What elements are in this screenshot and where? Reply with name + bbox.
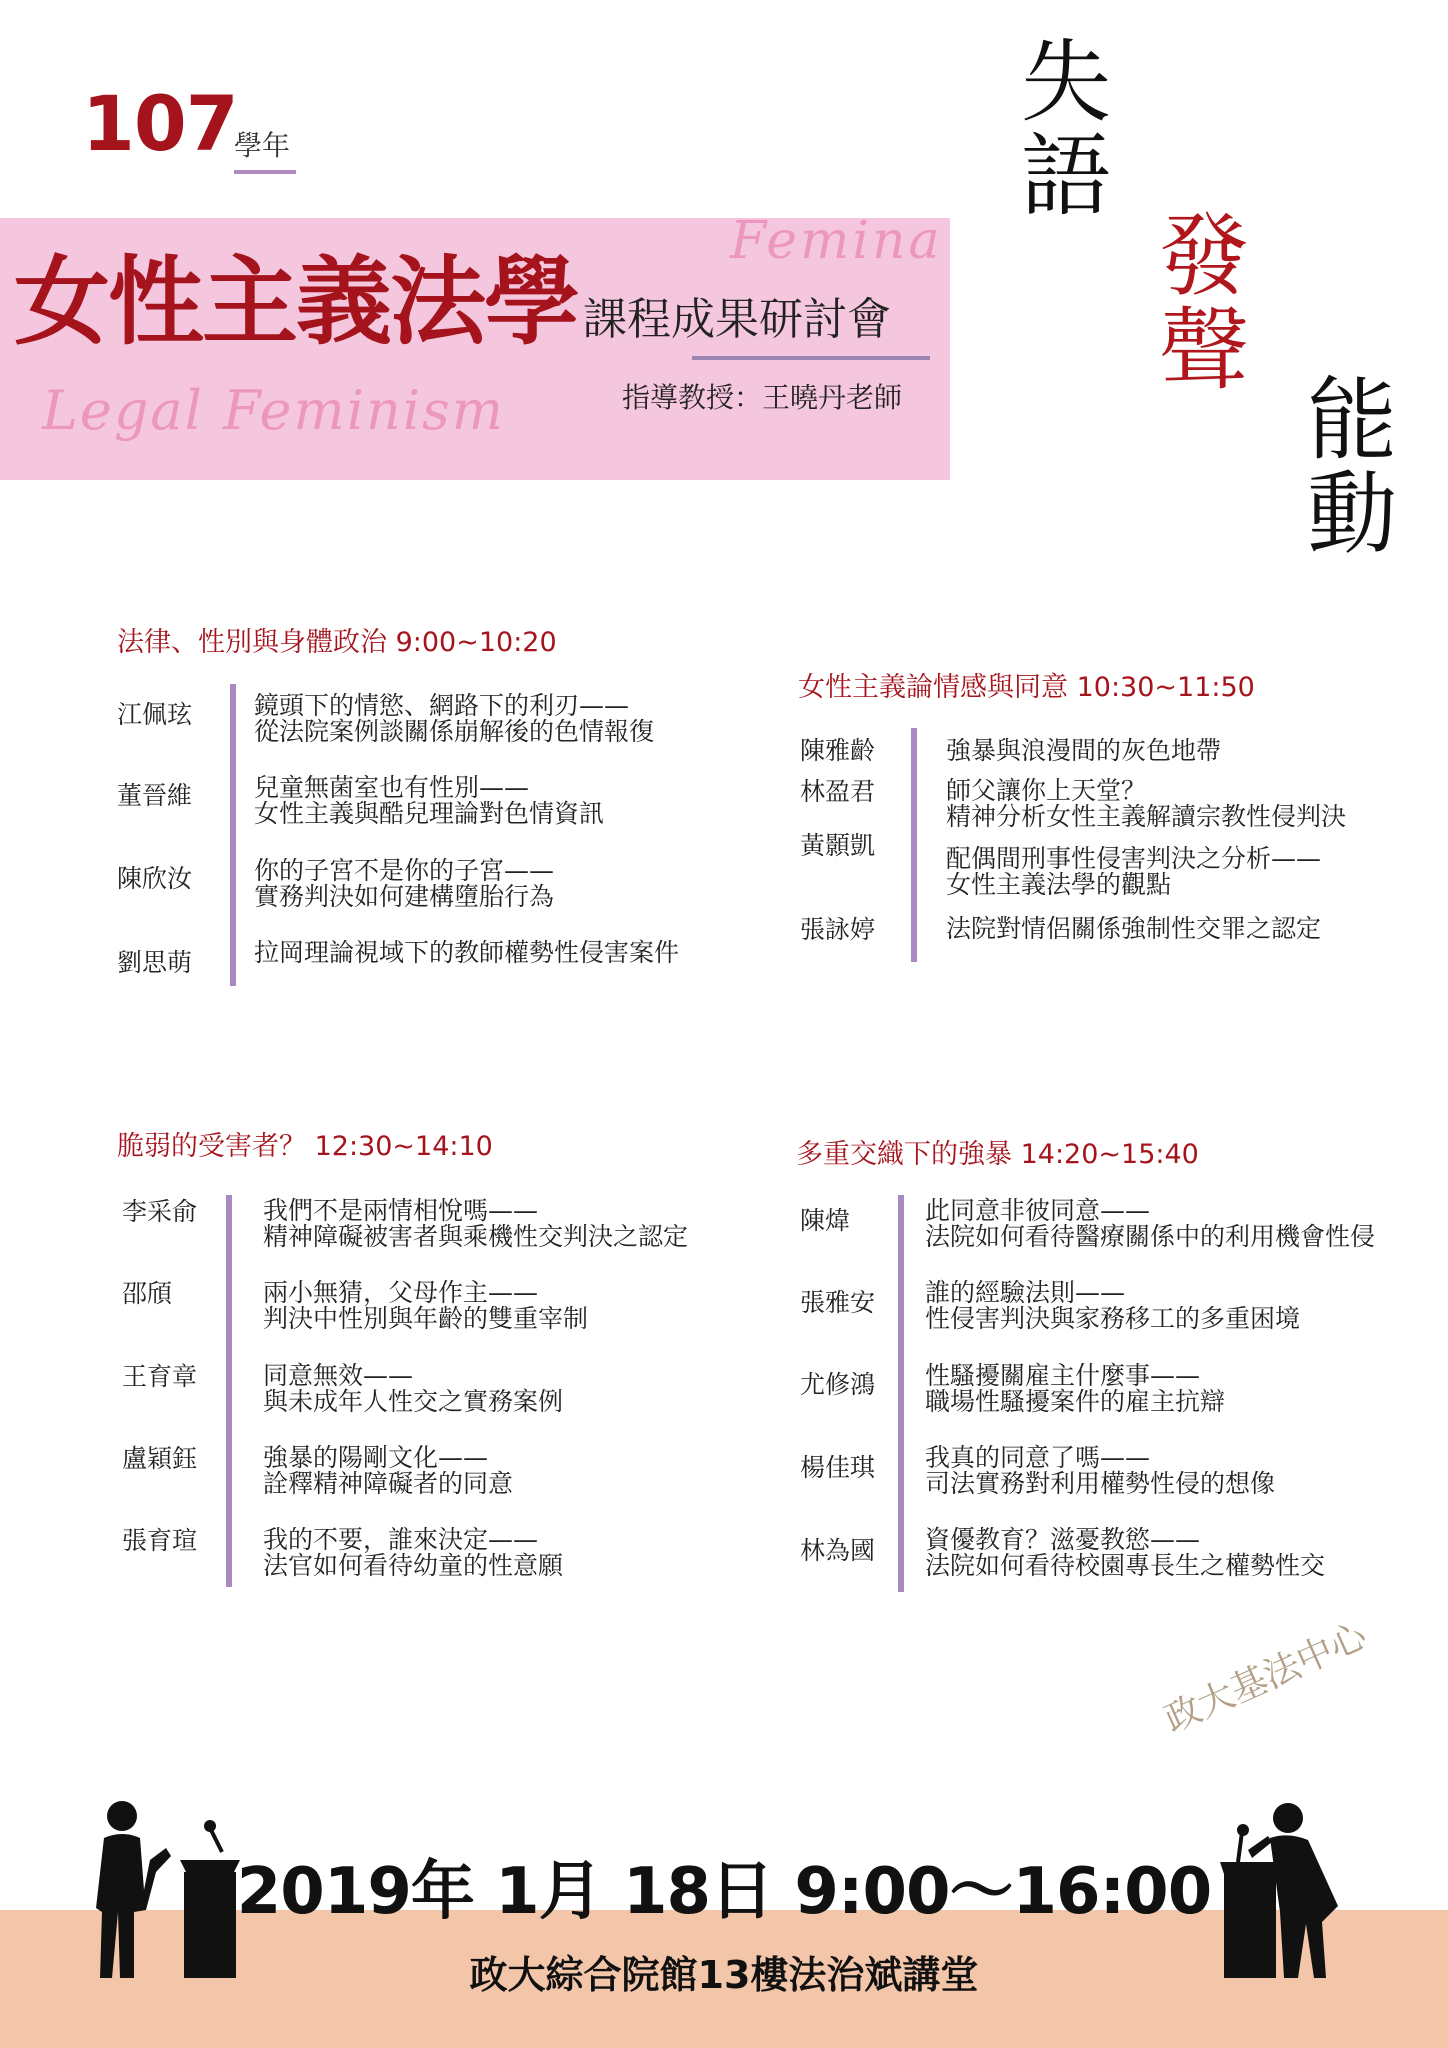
subtitle-underline bbox=[692, 356, 930, 360]
speaker-name: 李采俞 bbox=[122, 1197, 198, 1226]
year-number: 107 bbox=[82, 79, 238, 168]
talk-title: 配偶間刑事性侵害判決之分析—— 女性主義法學的觀點 bbox=[946, 844, 1322, 899]
slogan-agency: 能動 bbox=[1291, 372, 1396, 560]
page-subtitle: 課程成果研討會 bbox=[583, 294, 891, 345]
session-title: 多重交織下的強暴 14:20~15:40 bbox=[796, 1139, 1199, 1170]
session-title: 法律、性別與身體政治 9:00~10:20 bbox=[117, 627, 557, 658]
talk-title: 兒童無菌室也有性別—— 女性主義與酷兒理論對色情資訊 bbox=[254, 773, 605, 828]
english-legal-feminism: Legal Feminism bbox=[42, 379, 505, 442]
year-underline bbox=[234, 170, 296, 174]
talk-title: 強暴的陽剛文化—— 詮釋精神障礙者的同意 bbox=[263, 1443, 514, 1498]
speaker-name: 陳欣汝 bbox=[117, 864, 193, 893]
speaker-name: 董晉維 bbox=[117, 781, 193, 810]
session-divider bbox=[911, 728, 917, 962]
slogan-speak: 發聲 bbox=[1143, 208, 1248, 396]
talk-title: 我真的同意了嗎—— 司法實務對利用權勢性侵的想像 bbox=[925, 1443, 1276, 1498]
session-divider bbox=[898, 1195, 904, 1592]
speaker-name: 尤修鴻 bbox=[800, 1370, 876, 1399]
speaker-name: 張雅安 bbox=[800, 1288, 876, 1317]
english-femina: Femina bbox=[730, 211, 943, 271]
speaker-name: 邵頎 bbox=[122, 1279, 173, 1308]
session-divider bbox=[226, 1195, 232, 1587]
speaker-name: 林為國 bbox=[800, 1536, 876, 1565]
talk-title: 資優教育？滋憂教慾—— 法院如何看待校園專長生之權勢性交 bbox=[925, 1525, 1326, 1580]
talk-title: 師父讓你上天堂？ 精神分析女性主義解讀宗教性侵判決 bbox=[946, 776, 1347, 831]
speaker-name: 陳雅齡 bbox=[800, 736, 876, 765]
speaker-name: 盧穎鈺 bbox=[122, 1444, 198, 1473]
talk-title: 強暴與浪漫間的灰色地帶 bbox=[946, 736, 1222, 765]
speaker-name: 張詠婷 bbox=[800, 915, 876, 944]
session-divider bbox=[230, 684, 236, 986]
speaker-name: 劉思萌 bbox=[117, 948, 193, 977]
talk-title: 誰的經驗法則—— 性侵害判決與家務移工的多重困境 bbox=[925, 1278, 1301, 1333]
talk-title: 我們不是兩情相悅嗎—— 精神障礙被害者與乘機性交判決之認定 bbox=[263, 1196, 689, 1251]
year-unit: 學年 bbox=[234, 129, 291, 162]
speaker-name: 陳煒 bbox=[800, 1206, 851, 1235]
speaker-name: 黃顥凱 bbox=[800, 831, 876, 860]
speaker-name: 林盈君 bbox=[800, 777, 876, 806]
advisor-line: 指導教授：王曉丹老師 bbox=[622, 381, 903, 414]
page-title: 女性主義法學 bbox=[14, 246, 578, 358]
talk-title: 法院對情侶關係強制性交罪之認定 bbox=[946, 914, 1322, 943]
talk-title: 兩小無猜，父母作主—— 判決中性別與年齡的雙重宰制 bbox=[263, 1278, 589, 1333]
session-title: 女性主義論情感與同意 10:30~11:50 bbox=[798, 672, 1255, 703]
talk-title: 我的不要，誰來決定—— 法官如何看待幼童的性意願 bbox=[263, 1525, 564, 1580]
talk-title: 性騷擾關雇主什麼事—— 職場性騷擾案件的雇主抗辯 bbox=[925, 1361, 1226, 1416]
speaker-name: 王育章 bbox=[122, 1362, 198, 1391]
speaker-name: 江佩玹 bbox=[117, 700, 193, 729]
speaker-name: 楊佳琪 bbox=[800, 1453, 876, 1482]
talk-title: 此同意非彼同意—— 法院如何看待醫療關係中的利用機會性侵 bbox=[925, 1196, 1376, 1251]
speaker-name: 張育瑄 bbox=[122, 1526, 198, 1555]
talk-title: 同意無效—— 與未成年人性交之實務案例 bbox=[263, 1361, 564, 1416]
slogan-silence: 失語 bbox=[1005, 34, 1110, 222]
talk-title: 你的子宮不是你的子宮—— 實務判決如何建構墮胎行為 bbox=[254, 856, 555, 911]
talk-title: 鏡頭下的情慾、網路下的利刃—— 從法院案例談關係崩解後的色情報復 bbox=[254, 691, 655, 746]
event-venue: 政大綜合院館13樓法治斌講堂 bbox=[469, 1953, 979, 1997]
talk-title: 拉岡理論視域下的教師權勢性侵害案件 bbox=[254, 938, 680, 967]
organizer-stamp: 政大基法中心 bbox=[1158, 1615, 1373, 1741]
session-title: 脆弱的受害者？ 12:30~14:10 bbox=[117, 1131, 493, 1162]
event-date: 2019年 1月 18日 9:00～16:00 bbox=[236, 1855, 1212, 1929]
